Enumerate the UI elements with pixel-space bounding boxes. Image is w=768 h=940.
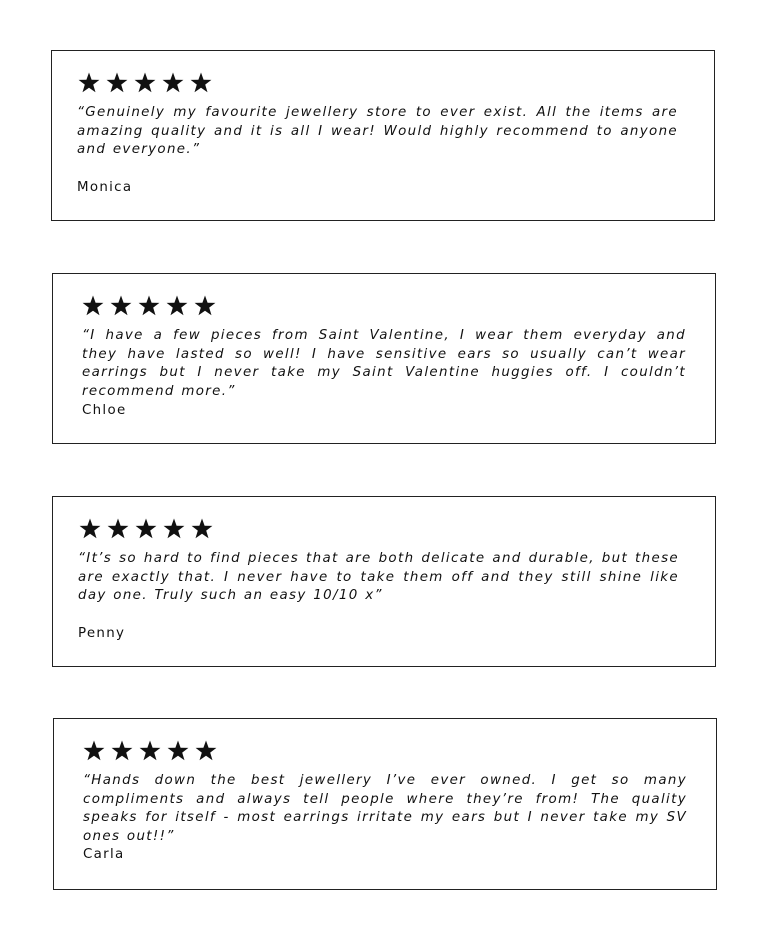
star-rating [81,294,217,318]
review-card [53,718,717,890]
review-card [52,496,716,667]
star-icon [134,517,158,541]
star-rating [77,71,213,95]
star-icon [109,294,133,318]
star-icon [81,294,105,318]
review-author: Monica [77,180,133,195]
star-icon [78,517,102,541]
star-icon [165,294,189,318]
star-icon [166,739,190,763]
star-icon [137,294,161,318]
star-icon [161,71,185,95]
star-icon [189,71,213,95]
star-icon [82,739,106,763]
star-icon [110,739,134,763]
star-icon [194,739,218,763]
review-card [52,273,716,444]
star-icon [190,517,214,541]
review-quote: “Hands down the best jewellery I’ve ever owned. I get so many compliments and always tell people where they’re from! The quality speaks for itself - most earrings irritate my ears but I never take my SV ones out!!” [83,773,687,844]
star-rating [78,517,214,541]
review-card [51,50,715,221]
star-icon [77,71,101,95]
star-icon [106,517,130,541]
review-quote: “It’s so hard to find pieces that are both delicate and durable, but these are exactly that. I never have to take them off and they still shine like day one. Truly such an easy 10/10 x” [78,551,679,604]
review-quote: “Genuinely my favourite jewellery store to ever exist. All the items are amazing quality and it is all I wear! Would highly recommend to anyone and everyone.” [77,105,678,158]
review-author: Carla [83,847,125,862]
review-author: Penny [78,626,126,641]
star-icon [162,517,186,541]
review-author: Chloe [82,403,127,418]
star-icon [105,71,129,95]
star-icon [193,294,217,318]
star-rating [82,739,218,763]
star-icon [138,739,162,763]
star-icon [133,71,157,95]
review-quote: “I have a few pieces from Saint Valentine, I wear them everyday and they have lasted so well! I have sensitive ears so usually can’t wear earrings but I never take my Saint Valentine huggies off. I couldn’t recommend more.” [82,328,686,399]
